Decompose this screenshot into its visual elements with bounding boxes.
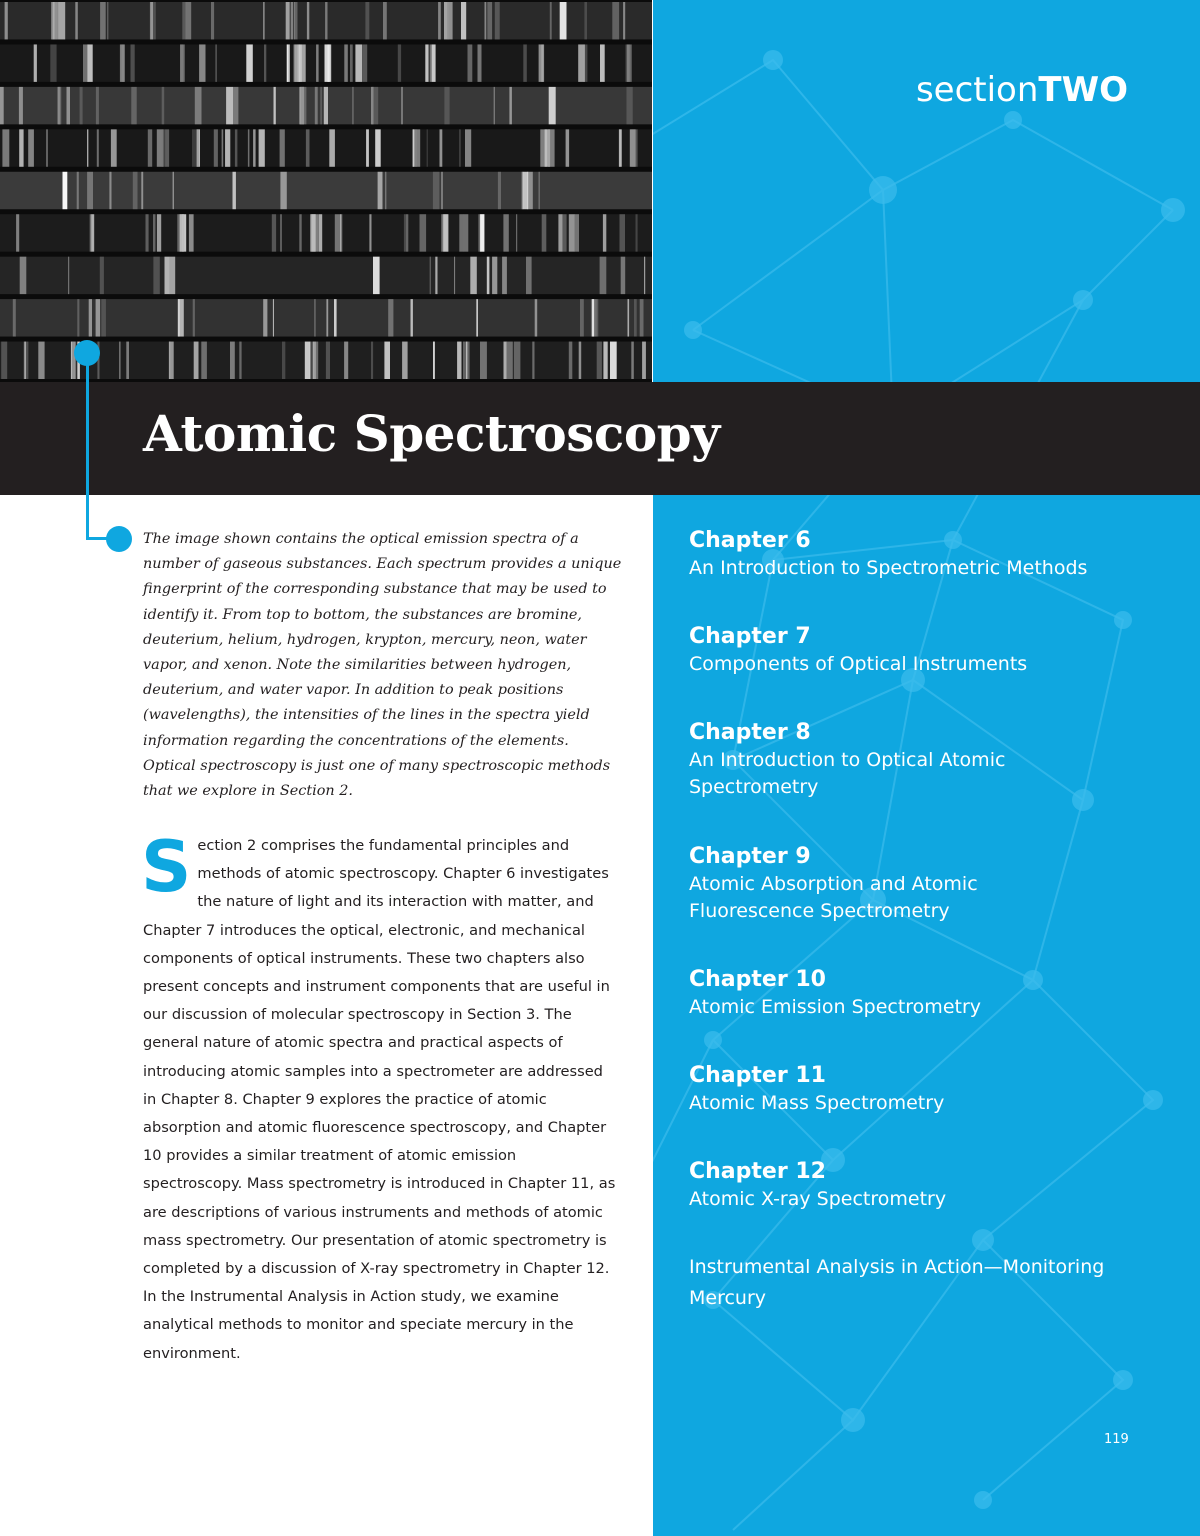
spectral-line (120, 44, 125, 81)
spectral-line (539, 172, 540, 209)
spectral-line (186, 2, 192, 39)
spectral-line (68, 257, 69, 294)
spectral-line (415, 129, 420, 166)
spectral-line (177, 214, 184, 251)
spectral-line (335, 214, 341, 251)
spectral-line (406, 214, 409, 251)
spectral-line (402, 342, 408, 379)
spectral-line (299, 87, 300, 124)
spectral-line (597, 342, 602, 379)
spectral-line (365, 2, 369, 39)
spectral-line (5, 2, 8, 39)
emission-spectra-photo (0, 0, 652, 382)
spectral-line (425, 44, 428, 81)
spectral-line (438, 2, 441, 39)
spectral-line (432, 44, 436, 81)
spectral-line (465, 129, 471, 166)
spectral-line (34, 44, 37, 81)
spectral-line (355, 44, 362, 81)
connector-dot-bottom (106, 526, 132, 552)
spectral-line (201, 342, 207, 379)
spectral-line (293, 44, 299, 81)
chapter-number: Chapter 9 (689, 844, 811, 869)
intro-paragraph (141, 826, 619, 1368)
spectral-line (100, 2, 106, 39)
spectral-line (612, 2, 619, 39)
spectral-line (623, 2, 625, 39)
spectral-line (562, 214, 566, 251)
spectral-line (58, 87, 61, 124)
spectral-line (592, 299, 594, 336)
spectral-line (334, 299, 337, 336)
spectral-line (259, 129, 265, 166)
chapter-entry-9[interactable] (689, 843, 1019, 925)
spectral-line (627, 87, 633, 124)
spectral-line (169, 342, 174, 379)
page-number: 119 (1104, 1432, 1129, 1447)
spectral-line (566, 129, 570, 166)
spectral-line (46, 129, 48, 166)
spectral-line (603, 342, 607, 379)
spectral-line (433, 342, 435, 379)
spectral-line (619, 129, 620, 166)
spectral-line (299, 214, 301, 251)
spectral-line (25, 342, 26, 379)
spectral-line (580, 299, 584, 336)
spectral-line (443, 214, 448, 251)
section-label-prefix: section (915, 70, 1039, 110)
spectral-line (148, 129, 152, 166)
spectral-line (372, 87, 379, 124)
spectral-line (480, 342, 487, 379)
spectral-line (173, 172, 174, 209)
spectral-line (291, 2, 293, 39)
spectral-line (344, 342, 348, 379)
spectral-line (97, 129, 99, 166)
spectral-line (433, 172, 440, 209)
spectral-line (558, 214, 562, 251)
chapter-title: Atomic Emission Spectrometry (689, 996, 982, 1018)
spectral-line (506, 342, 513, 379)
chapter-entry-7[interactable] (689, 623, 1169, 678)
spectral-line (274, 87, 276, 124)
spectral-line (146, 214, 149, 251)
spectral-line (157, 214, 161, 251)
spectral-line (420, 214, 427, 251)
spectral-line (77, 299, 79, 336)
spectral-line (401, 87, 402, 124)
chapter-title: Atomic X-ray Spectrometry (689, 1188, 947, 1210)
spectral-line (621, 257, 626, 294)
spectral-line (13, 299, 16, 336)
spectral-line (371, 342, 373, 379)
chapter-title: Atomic Absorption and Atomic Fluorescence Spectrometry (689, 873, 978, 922)
spectral-line (192, 129, 199, 166)
spectral-line (272, 214, 276, 251)
spectral-line (180, 44, 185, 81)
spectral-line (549, 87, 556, 124)
spectral-line (52, 2, 59, 39)
spectral-line (366, 129, 369, 166)
spectral-line (461, 2, 466, 39)
spectral-line (246, 44, 253, 81)
spectral-line (516, 214, 517, 251)
spectral-line (90, 214, 93, 251)
spectral-line (87, 172, 93, 209)
spectral-line (388, 299, 393, 336)
chapter-entry-11[interactable] (689, 1062, 1169, 1117)
spectral-line (427, 129, 428, 166)
spectral-line (584, 2, 587, 39)
spectral-line (550, 2, 552, 39)
chapter-number: Chapter 11 (689, 1063, 826, 1088)
spectral-line (463, 214, 468, 251)
chapter-number: Chapter 8 (689, 720, 811, 745)
spectral-line (165, 129, 169, 166)
spectral-line (131, 44, 135, 81)
spectral-line (539, 44, 545, 81)
spectral-line (315, 87, 318, 124)
spectral-line (211, 2, 214, 39)
spectral-line (28, 129, 34, 166)
spectral-line (89, 299, 92, 336)
spectral-line (233, 87, 238, 124)
spectral-line (548, 129, 555, 166)
chapter-title: An Introduction to Spectrometric Methods (689, 557, 1088, 579)
spectral-line (476, 299, 478, 336)
spectral-line (300, 87, 306, 124)
spectral-line (38, 342, 44, 379)
spectral-line (111, 129, 117, 166)
spectral-line (363, 44, 367, 81)
spectral-line (498, 172, 501, 209)
spectral-line (169, 257, 175, 294)
spectral-line (495, 2, 500, 39)
connector-line-vertical (86, 352, 89, 540)
spectral-line (373, 257, 380, 294)
spectral-line (430, 257, 431, 294)
spectral-line (369, 214, 371, 251)
spectral-line (280, 129, 285, 166)
spectral-line (440, 129, 443, 166)
spectral-line (306, 129, 310, 166)
connector-dot-top (74, 340, 100, 366)
spectral-line (311, 214, 316, 251)
spectral-line (385, 172, 386, 209)
spectral-line (492, 257, 497, 294)
spectral-line (0, 87, 4, 124)
section-label (916, 70, 1128, 110)
spectral-line (19, 129, 23, 166)
spectral-line (100, 257, 104, 294)
spectral-line (230, 342, 235, 379)
spectral-line (326, 342, 330, 379)
spectral-line (574, 214, 579, 251)
spectral-line (352, 87, 353, 124)
spectral-line (316, 44, 319, 81)
spectral-line (468, 44, 473, 81)
spectral-line (466, 342, 467, 379)
spectral-line (131, 87, 136, 124)
spectral-line (282, 342, 285, 379)
spectrum-row-krypton (0, 172, 652, 209)
spectral-line (459, 129, 460, 166)
spectral-line (305, 342, 311, 379)
spectral-line (195, 87, 202, 124)
spectral-line (280, 214, 281, 251)
spectral-line (77, 172, 79, 209)
chapter-entry-12[interactable] (689, 1158, 1169, 1213)
spectral-line (328, 44, 332, 81)
spectral-line (320, 87, 322, 124)
spectral-line (235, 129, 238, 166)
spectral-line (478, 44, 482, 81)
chapter-title: Components of Optical Instruments (689, 653, 1028, 675)
spectral-line (313, 342, 318, 379)
spectral-line (523, 172, 529, 209)
spectral-line (578, 44, 585, 81)
spectral-line (153, 257, 159, 294)
spectral-line (503, 214, 508, 251)
spectral-line (627, 44, 632, 81)
spectral-line (631, 342, 634, 379)
spectral-line (631, 129, 637, 166)
spectral-line (53, 2, 54, 39)
spectral-line (636, 214, 638, 251)
spectral-line (441, 172, 443, 209)
spectral-line (514, 342, 521, 379)
spectral-line (404, 214, 406, 251)
spectral-line (526, 257, 532, 294)
spectral-line (233, 172, 236, 209)
chapter-entry-10[interactable] (689, 966, 1169, 1021)
spectral-line (182, 2, 186, 39)
spectral-line (165, 257, 170, 294)
spectral-line (50, 44, 56, 81)
spectral-line (19, 87, 23, 124)
spectral-line (378, 172, 383, 209)
spectral-line (248, 129, 250, 166)
spectral-line (329, 129, 335, 166)
spectral-line (398, 44, 401, 81)
spectral-line (509, 87, 512, 124)
spectral-line (502, 257, 507, 294)
spectral-line (579, 342, 582, 379)
spectral-line (239, 342, 241, 379)
spectral-line (126, 342, 129, 379)
spectral-line (644, 257, 645, 294)
chapter-entry-6[interactable] (689, 527, 1169, 582)
spectral-line (447, 2, 452, 39)
spectral-line (535, 299, 538, 336)
spectral-line (133, 172, 138, 209)
spectral-line (162, 87, 165, 124)
spectral-line (96, 87, 99, 124)
spectral-line (620, 214, 626, 251)
spectral-line (294, 2, 298, 39)
figure-caption: The image shown contains the optical emission spectra of a number of gaseous substances. Each spectrum provides a unique fingerprint of the corresponding substance that may be used to identify it. From top to bottom, the substances are bromine, deuterium, helium, hydrogen, krypton, mercury, neon, water vapor, and xenon. Note the similarities between hydrogen, deuterium, and water vapor. In addition to peak positions (wavelengths), the intensities of the lines in the spectra yield information regarding the concentrations of the elements. Optical spectroscopy is just one of many spectroscopic methods that we explore in Section 2. (143, 531, 622, 800)
spectral-line (325, 2, 327, 39)
spectral-line (280, 172, 286, 209)
spectral-line (457, 342, 461, 379)
spectral-line (75, 2, 78, 39)
spectral-line (542, 214, 547, 251)
spectral-line (287, 44, 289, 81)
spectral-line (326, 299, 328, 336)
spectral-line (569, 342, 573, 379)
spectral-line (109, 172, 111, 209)
spectral-line (16, 214, 19, 251)
spectral-line (226, 87, 233, 124)
spectral-line (253, 129, 256, 166)
spectral-line (375, 129, 381, 166)
spectral-line (214, 129, 218, 166)
intro-text: ection 2 comprises the fundamental principles and methods of atomic spectroscopy. Chapter 6 investigates the nature of light and its interaction with matter, and Chapter 7 introduces the optical, electronic, and mechanical components of optical instruments. These two chapters also present concepts and instrument components that are useful in our discussion of molecular spectroscopy in Section 3. The general nature of atomic spectra and practical aspects of introducing atomic samples into a spectrometer are addressed in Chapter 8. Chapter 9 explores the practice of atomic absorption and atomic fluorescence spectroscopy, and Chapter 10 provides a similar treatment of atomic emission spectroscopy. Mass spectrometry is introduced in Chapter 11, as are descriptions of various instruments and methods of atomic mass spectrometry. Our presentation of atomic spectrometry is completed by a discussion of X-ray spectrometry in Chapter 12. In the Instrumental Analysis in Action study, we examine analytical methods to monitor and speciate mercury in the environment. (143, 837, 616, 1362)
spectral-line (384, 342, 390, 379)
spectral-line (2, 129, 9, 166)
spectral-line (63, 172, 68, 209)
spectral-line (20, 257, 27, 294)
spectral-line (162, 129, 166, 166)
chapter-number: Chapter 6 (689, 528, 811, 553)
chapter-number: Chapter 7 (689, 624, 811, 649)
spectral-line (193, 299, 195, 336)
spectral-line (141, 172, 143, 209)
spectral-line (454, 257, 455, 294)
spectral-line (119, 342, 120, 379)
spectral-line (286, 2, 290, 39)
spectral-line (444, 87, 449, 124)
spectral-line (150, 2, 153, 39)
spectral-line (569, 214, 575, 251)
spectral-line (459, 214, 463, 251)
spectral-line (24, 342, 29, 379)
chapter-title: Atomic Mass Spectrometry (689, 1092, 945, 1114)
spectral-line (610, 342, 617, 379)
spectral-line (350, 44, 353, 81)
spectral-line (430, 44, 432, 81)
action-study-link[interactable]: Instrumental Analysis in Action—Monitoring Mercury (689, 1256, 1105, 1309)
spectral-line (58, 2, 65, 39)
spectral-line (494, 87, 495, 124)
spectral-line (642, 342, 646, 379)
spectral-line (411, 299, 413, 336)
spectral-line (314, 299, 315, 336)
spectral-line (107, 2, 108, 39)
section-label-emphasis: TWO (1038, 70, 1128, 110)
spectral-line (344, 44, 348, 81)
spectral-line (600, 257, 607, 294)
spectral-line (487, 257, 490, 294)
spectral-line (199, 44, 205, 81)
chapter-title: An Introduction to Optical Atomic Spectrometry (689, 749, 1006, 798)
spectral-line (324, 87, 328, 124)
spectral-line (523, 44, 527, 81)
spectral-line (480, 214, 484, 251)
spectral-line (319, 214, 323, 251)
spectral-line (264, 44, 266, 81)
spectral-line (470, 257, 477, 294)
spectrum-row-neon (0, 257, 652, 294)
spectral-line (383, 2, 387, 39)
spectral-line (532, 342, 534, 379)
chapter-number: Chapter 10 (689, 967, 826, 992)
spectral-line (80, 87, 83, 124)
spectral-line (628, 299, 630, 336)
spectral-line (225, 129, 230, 166)
page-title: Atomic Spectroscopy (143, 404, 720, 463)
spectral-line (634, 299, 637, 336)
drop-cap: S (141, 826, 192, 908)
spectral-line (263, 2, 265, 39)
spectral-line (600, 44, 605, 81)
spectral-line (307, 2, 309, 39)
spectral-line (101, 299, 106, 336)
spectral-line (560, 2, 567, 39)
spectral-line (153, 214, 156, 251)
spectral-line (263, 299, 267, 336)
spectral-line (1, 342, 7, 379)
chapter-entry-8[interactable] (689, 719, 1049, 801)
spectrum-row-mercury (0, 214, 652, 251)
chapter-number: Chapter 12 (689, 1159, 826, 1184)
spectral-line (435, 257, 437, 294)
spectral-line (87, 44, 92, 81)
spectral-line (222, 129, 224, 166)
spectral-line (273, 299, 274, 336)
spectral-line (189, 214, 194, 251)
spectral-line (216, 44, 217, 81)
spectral-line (96, 299, 101, 336)
spectral-line (194, 342, 199, 379)
spectral-line (413, 129, 415, 166)
spectral-line (87, 129, 88, 166)
spectral-line (178, 299, 180, 336)
spectral-line (67, 87, 71, 124)
spectral-line (603, 214, 606, 251)
spectral-line (487, 2, 492, 39)
spectral-line (640, 299, 644, 336)
spectral-line (485, 2, 487, 39)
